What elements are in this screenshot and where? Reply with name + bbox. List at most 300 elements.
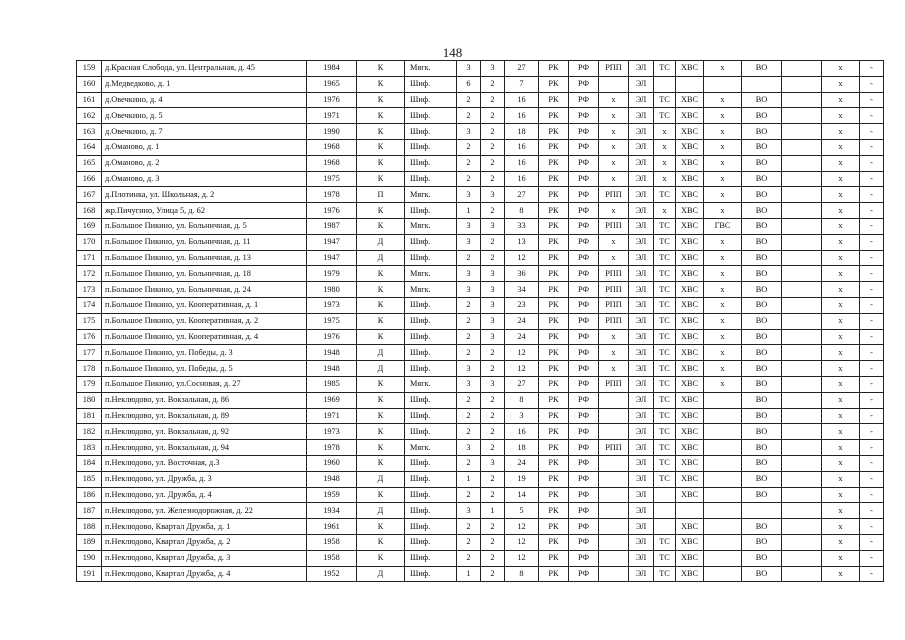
col-vo-cell: ВО xyxy=(742,297,782,313)
col-hvs-cell: ХВС xyxy=(676,139,704,155)
entrances-cell: 2 xyxy=(481,124,505,140)
col-gvs-cell: х xyxy=(704,171,742,187)
wall-material-cell: Д xyxy=(357,471,405,487)
col-extra-cell xyxy=(782,424,822,440)
col-rf-cell: РФ xyxy=(569,345,599,361)
entrances-cell: 2 xyxy=(481,471,505,487)
year-built-cell: 1934 xyxy=(307,503,357,519)
table-row xyxy=(77,519,884,535)
col-extra-cell xyxy=(782,139,822,155)
address-cell: п.Большое Пикино, ул. Кооперативная, д. 4 xyxy=(102,329,307,345)
col-ts-cell xyxy=(654,487,676,503)
col-extra-cell xyxy=(782,345,822,361)
wall-material-cell: К xyxy=(357,408,405,424)
col-extra-cell xyxy=(782,566,822,582)
col-ts-cell: ТС xyxy=(654,471,676,487)
apartments-cell: 36 xyxy=(505,266,539,282)
floors-cell: 3 xyxy=(457,503,481,519)
col-extra-cell xyxy=(782,203,822,219)
col-ts-cell: х xyxy=(654,203,676,219)
col-extra-cell xyxy=(782,124,822,140)
col-hvs-cell: ХВС xyxy=(676,61,704,77)
col-x-cell: х xyxy=(822,187,860,203)
table-row xyxy=(77,124,884,140)
address-cell: п.Неклюдово, ул. Дружба, д. 4 xyxy=(102,487,307,503)
col-ts-cell: ТС xyxy=(654,313,676,329)
roof-type-cell: Шиф. xyxy=(405,424,457,440)
address-cell: п.Большое Пикино, ул.Сосновая, д. 27 xyxy=(102,376,307,392)
col-vo-cell: ВО xyxy=(742,155,782,171)
col-rf-cell: РФ xyxy=(569,471,599,487)
address-cell: п.Большое Пикино, ул. Победы, д. 3 xyxy=(102,345,307,361)
roof-type-cell: Шиф. xyxy=(405,203,457,219)
col-gvs-cell: х xyxy=(704,203,742,219)
roof-type-cell: Шиф. xyxy=(405,329,457,345)
col-rk-cell: РК xyxy=(539,471,569,487)
year-built-cell: 1976 xyxy=(307,92,357,108)
col-el-cell: ЭЛ xyxy=(629,408,654,424)
col-el-cell: ЭЛ xyxy=(629,376,654,392)
col-rf-cell: РФ xyxy=(569,550,599,566)
col-hvs-cell: ХВС xyxy=(676,550,704,566)
col-vo-cell: ВО xyxy=(742,487,782,503)
col-el-cell: ЭЛ xyxy=(629,234,654,250)
row-number-cell: 176 xyxy=(77,329,102,345)
col-rpp-cell xyxy=(599,424,629,440)
roof-type-cell: Шиф. xyxy=(405,108,457,124)
col-rf-cell: РФ xyxy=(569,424,599,440)
col-dash-cell: - xyxy=(860,329,884,345)
table-row xyxy=(77,313,884,329)
year-built-cell: 1948 xyxy=(307,361,357,377)
table-row xyxy=(77,487,884,503)
col-rk-cell: РК xyxy=(539,313,569,329)
col-dash-cell: - xyxy=(860,203,884,219)
col-x-cell: х xyxy=(822,361,860,377)
col-hvs-cell: ХВС xyxy=(676,250,704,266)
floors-cell: 2 xyxy=(457,487,481,503)
floors-cell: 3 xyxy=(457,440,481,456)
row-number-cell: 184 xyxy=(77,455,102,471)
row-number-cell: 178 xyxy=(77,361,102,377)
roof-type-cell: Шиф. xyxy=(405,92,457,108)
wall-material-cell: К xyxy=(357,392,405,408)
col-rpp-cell xyxy=(599,566,629,582)
floors-cell: 2 xyxy=(457,92,481,108)
year-built-cell: 1968 xyxy=(307,139,357,155)
col-extra-cell xyxy=(782,234,822,250)
col-dash-cell: - xyxy=(860,92,884,108)
col-rpp-cell: х xyxy=(599,203,629,219)
col-el-cell: ЭЛ xyxy=(629,297,654,313)
apartments-cell: 27 xyxy=(505,187,539,203)
year-built-cell: 1947 xyxy=(307,250,357,266)
entrances-cell: 2 xyxy=(481,203,505,219)
col-rf-cell: РФ xyxy=(569,139,599,155)
col-ts-cell: ТС xyxy=(654,392,676,408)
col-rpp-cell xyxy=(599,455,629,471)
col-rk-cell: РК xyxy=(539,376,569,392)
col-ts-cell: ТС xyxy=(654,282,676,298)
row-number-cell: 161 xyxy=(77,92,102,108)
col-vo-cell: ВО xyxy=(742,313,782,329)
address-cell: п.Неклюдово, ул. Восточная, д.3 xyxy=(102,455,307,471)
address-cell: п.Большое Пикино, ул. Кооперативная, д. 1 xyxy=(102,297,307,313)
col-dash-cell: - xyxy=(860,424,884,440)
table-row xyxy=(77,534,884,550)
col-rk-cell: РК xyxy=(539,345,569,361)
col-extra-cell xyxy=(782,408,822,424)
col-ts-cell: ТС xyxy=(654,424,676,440)
col-rpp-cell: х xyxy=(599,250,629,266)
col-dash-cell: - xyxy=(860,250,884,266)
floors-cell: 2 xyxy=(457,297,481,313)
col-ts-cell: ТС xyxy=(654,408,676,424)
entrances-cell: 2 xyxy=(481,155,505,171)
col-el-cell: ЭЛ xyxy=(629,487,654,503)
col-gvs-cell: х xyxy=(704,329,742,345)
col-dash-cell: - xyxy=(860,187,884,203)
floors-cell: 2 xyxy=(457,155,481,171)
row-number-cell: 187 xyxy=(77,503,102,519)
col-el-cell: ЭЛ xyxy=(629,313,654,329)
entrances-cell: 2 xyxy=(481,534,505,550)
apartments-cell: 12 xyxy=(505,519,539,535)
apartments-cell: 16 xyxy=(505,139,539,155)
col-x-cell: х xyxy=(822,61,860,77)
row-number-cell: 189 xyxy=(77,534,102,550)
col-rk-cell: РК xyxy=(539,487,569,503)
col-rk-cell: РК xyxy=(539,440,569,456)
col-extra-cell xyxy=(782,282,822,298)
year-built-cell: 1990 xyxy=(307,124,357,140)
col-dash-cell: - xyxy=(860,376,884,392)
col-ts-cell: ТС xyxy=(654,250,676,266)
col-el-cell: ЭЛ xyxy=(629,471,654,487)
col-dash-cell: - xyxy=(860,218,884,234)
floors-cell: 2 xyxy=(457,550,481,566)
floors-cell: 3 xyxy=(457,61,481,77)
address-cell: д.Овечкино, д. 7 xyxy=(102,124,307,140)
col-extra-cell xyxy=(782,313,822,329)
col-dash-cell: - xyxy=(860,61,884,77)
wall-material-cell: Д xyxy=(357,250,405,266)
col-rpp-cell: РПП xyxy=(599,376,629,392)
col-dash-cell: - xyxy=(860,487,884,503)
col-extra-cell xyxy=(782,519,822,535)
col-extra-cell xyxy=(782,218,822,234)
col-vo-cell: ВО xyxy=(742,440,782,456)
col-rk-cell: РК xyxy=(539,392,569,408)
entrances-cell: 2 xyxy=(481,171,505,187)
col-rpp-cell: х xyxy=(599,234,629,250)
col-rk-cell: РК xyxy=(539,76,569,92)
table-row xyxy=(77,203,884,219)
col-extra-cell xyxy=(782,487,822,503)
row-number-cell: 190 xyxy=(77,550,102,566)
col-vo-cell: ВО xyxy=(742,534,782,550)
row-number-cell: 169 xyxy=(77,218,102,234)
col-rk-cell: РК xyxy=(539,61,569,77)
col-extra-cell xyxy=(782,297,822,313)
col-extra-cell xyxy=(782,440,822,456)
address-cell: п.Большое Пикино, ул. Больничная, д. 24 xyxy=(102,282,307,298)
col-rf-cell: РФ xyxy=(569,329,599,345)
wall-material-cell: К xyxy=(357,61,405,77)
address-cell: п.Большое Пикино, ул. Кооперативная, д. 2 xyxy=(102,313,307,329)
roof-type-cell: Мягк. xyxy=(405,218,457,234)
table-row xyxy=(77,361,884,377)
col-hvs-cell: ХВС xyxy=(676,313,704,329)
floors-cell: 2 xyxy=(457,534,481,550)
address-cell: п.Неклюдово, Квартал Дружба, д. 1 xyxy=(102,519,307,535)
apartments-cell: 8 xyxy=(505,203,539,219)
roof-type-cell: Мягк. xyxy=(405,61,457,77)
col-hvs-cell: ХВС xyxy=(676,361,704,377)
col-rf-cell: РФ xyxy=(569,376,599,392)
row-number-cell: 175 xyxy=(77,313,102,329)
address-cell: п.Неклюдово, ул. Вокзальная, д. 86 xyxy=(102,392,307,408)
col-ts-cell: ТС xyxy=(654,345,676,361)
col-hvs-cell: ХВС xyxy=(676,187,704,203)
col-rf-cell: РФ xyxy=(569,76,599,92)
entrances-cell: 3 xyxy=(481,329,505,345)
address-cell: д.Медведково, д. 1 xyxy=(102,76,307,92)
col-ts-cell: ТС xyxy=(654,108,676,124)
col-vo-cell: ВО xyxy=(742,566,782,582)
year-built-cell: 1948 xyxy=(307,471,357,487)
entrances-cell: 3 xyxy=(481,282,505,298)
col-ts-cell xyxy=(654,503,676,519)
col-el-cell: ЭЛ xyxy=(629,250,654,266)
col-ts-cell: ТС xyxy=(654,266,676,282)
row-number-cell: 188 xyxy=(77,519,102,535)
col-vo-cell: ВО xyxy=(742,392,782,408)
col-rk-cell: РК xyxy=(539,282,569,298)
col-hvs-cell xyxy=(676,76,704,92)
col-extra-cell xyxy=(782,266,822,282)
row-number-cell: 186 xyxy=(77,487,102,503)
entrances-cell: 2 xyxy=(481,392,505,408)
col-ts-cell: ТС xyxy=(654,297,676,313)
address-cell: п.Неклюдово, Квартал Дружба, д. 4 xyxy=(102,566,307,582)
col-ts-cell: ТС xyxy=(654,218,676,234)
col-rk-cell: РК xyxy=(539,297,569,313)
entrances-cell: 2 xyxy=(481,76,505,92)
col-rf-cell: РФ xyxy=(569,124,599,140)
entrances-cell: 2 xyxy=(481,108,505,124)
col-el-cell: ЭЛ xyxy=(629,61,654,77)
entrances-cell: 3 xyxy=(481,313,505,329)
col-hvs-cell xyxy=(676,503,704,519)
table-body xyxy=(77,61,884,582)
col-vo-cell: ВО xyxy=(742,550,782,566)
col-gvs-cell: х xyxy=(704,345,742,361)
col-dash-cell: - xyxy=(860,108,884,124)
col-rpp-cell: РПП xyxy=(599,218,629,234)
col-hvs-cell: ХВС xyxy=(676,376,704,392)
col-vo-cell: ВО xyxy=(742,61,782,77)
col-ts-cell: ТС xyxy=(654,361,676,377)
col-dash-cell: - xyxy=(860,266,884,282)
col-rk-cell: РК xyxy=(539,92,569,108)
address-cell: п.Неклюдово, ул. Дружба, д. 3 xyxy=(102,471,307,487)
col-hvs-cell: ХВС xyxy=(676,155,704,171)
col-rpp-cell: х xyxy=(599,361,629,377)
col-x-cell: х xyxy=(822,218,860,234)
roof-type-cell: Шиф. xyxy=(405,408,457,424)
col-hvs-cell: ХВС xyxy=(676,234,704,250)
apartments-cell: 12 xyxy=(505,345,539,361)
apartments-cell: 8 xyxy=(505,566,539,582)
entrances-cell: 3 xyxy=(481,218,505,234)
col-hvs-cell: ХВС xyxy=(676,424,704,440)
col-x-cell: х xyxy=(822,155,860,171)
entrances-cell: 2 xyxy=(481,234,505,250)
entrances-cell: 2 xyxy=(481,361,505,377)
table-row xyxy=(77,76,884,92)
apartments-cell: 13 xyxy=(505,234,539,250)
col-extra-cell xyxy=(782,250,822,266)
apartments-cell: 12 xyxy=(505,250,539,266)
col-rpp-cell xyxy=(599,392,629,408)
col-dash-cell: - xyxy=(860,408,884,424)
floors-cell: 3 xyxy=(457,234,481,250)
wall-material-cell: К xyxy=(357,487,405,503)
col-dash-cell: - xyxy=(860,313,884,329)
floors-cell: 2 xyxy=(457,345,481,361)
col-rpp-cell: х xyxy=(599,171,629,187)
col-vo-cell: ВО xyxy=(742,329,782,345)
col-dash-cell: - xyxy=(860,234,884,250)
table-row xyxy=(77,297,884,313)
col-rf-cell: РФ xyxy=(569,92,599,108)
row-number-cell: 181 xyxy=(77,408,102,424)
col-rpp-cell: х xyxy=(599,345,629,361)
table-row xyxy=(77,108,884,124)
col-rk-cell: РК xyxy=(539,234,569,250)
year-built-cell: 1987 xyxy=(307,218,357,234)
col-el-cell: ЭЛ xyxy=(629,519,654,535)
col-el-cell: ЭЛ xyxy=(629,566,654,582)
col-rf-cell: РФ xyxy=(569,155,599,171)
col-gvs-cell: х xyxy=(704,124,742,140)
row-number-cell: 171 xyxy=(77,250,102,266)
address-cell: п.Большое Пикино, ул. Больничная, д. 11 xyxy=(102,234,307,250)
col-rpp-cell: х xyxy=(599,108,629,124)
roof-type-cell: Шиф. xyxy=(405,139,457,155)
wall-material-cell: Д xyxy=(357,345,405,361)
col-dash-cell: - xyxy=(860,534,884,550)
floors-cell: 1 xyxy=(457,566,481,582)
col-gvs-cell xyxy=(704,455,742,471)
year-built-cell: 1965 xyxy=(307,76,357,92)
col-rpp-cell: х xyxy=(599,92,629,108)
row-number-cell: 173 xyxy=(77,282,102,298)
address-cell: п.Большое Пикино, ул. Больничная, д. 5 xyxy=(102,218,307,234)
address-cell: д.Красная Слобода, ул. Центральная, д. 45 xyxy=(102,61,307,77)
col-rpp-cell xyxy=(599,471,629,487)
col-hvs-cell: ХВС xyxy=(676,345,704,361)
col-vo-cell xyxy=(742,76,782,92)
apartments-cell: 16 xyxy=(505,424,539,440)
roof-type-cell: Шиф. xyxy=(405,361,457,377)
col-dash-cell: - xyxy=(860,171,884,187)
col-rf-cell: РФ xyxy=(569,361,599,377)
row-number-cell: 179 xyxy=(77,376,102,392)
col-rk-cell: РК xyxy=(539,203,569,219)
col-x-cell: х xyxy=(822,376,860,392)
row-number-cell: 168 xyxy=(77,203,102,219)
entrances-cell: 2 xyxy=(481,250,505,266)
col-rk-cell: РК xyxy=(539,139,569,155)
col-rf-cell: РФ xyxy=(569,203,599,219)
col-x-cell: х xyxy=(822,171,860,187)
roof-type-cell: Шиф. xyxy=(405,487,457,503)
col-rk-cell: РК xyxy=(539,424,569,440)
col-rpp-cell xyxy=(599,408,629,424)
col-hvs-cell: ХВС xyxy=(676,455,704,471)
table-row xyxy=(77,471,884,487)
year-built-cell: 1980 xyxy=(307,282,357,298)
floors-cell: 2 xyxy=(457,139,481,155)
roof-type-cell: Шиф. xyxy=(405,313,457,329)
col-dash-cell: - xyxy=(860,124,884,140)
roof-type-cell: Шиф. xyxy=(405,455,457,471)
col-vo-cell: ВО xyxy=(742,424,782,440)
col-x-cell: х xyxy=(822,203,860,219)
row-number-cell: 183 xyxy=(77,440,102,456)
year-built-cell: 1947 xyxy=(307,234,357,250)
entrances-cell: 2 xyxy=(481,92,505,108)
col-x-cell: х xyxy=(822,313,860,329)
col-gvs-cell: х xyxy=(704,155,742,171)
apartments-cell: 16 xyxy=(505,92,539,108)
col-el-cell: ЭЛ xyxy=(629,392,654,408)
table-row xyxy=(77,171,884,187)
wall-material-cell: К xyxy=(357,534,405,550)
table-row xyxy=(77,550,884,566)
col-dash-cell: - xyxy=(860,519,884,535)
floors-cell: 1 xyxy=(457,203,481,219)
year-built-cell: 1978 xyxy=(307,440,357,456)
wall-material-cell: Д xyxy=(357,503,405,519)
col-rf-cell: РФ xyxy=(569,187,599,203)
col-vo-cell: ВО xyxy=(742,124,782,140)
col-dash-cell: - xyxy=(860,392,884,408)
col-gvs-cell: х xyxy=(704,297,742,313)
col-ts-cell: х xyxy=(654,171,676,187)
col-gvs-cell xyxy=(704,487,742,503)
col-vo-cell xyxy=(742,503,782,519)
col-rf-cell: РФ xyxy=(569,108,599,124)
col-rpp-cell: РПП xyxy=(599,297,629,313)
col-extra-cell xyxy=(782,392,822,408)
table-row xyxy=(77,503,884,519)
col-dash-cell: - xyxy=(860,361,884,377)
col-el-cell: ЭЛ xyxy=(629,550,654,566)
row-number-cell: 162 xyxy=(77,108,102,124)
row-number-cell: 167 xyxy=(77,187,102,203)
floors-cell: 3 xyxy=(457,218,481,234)
col-rf-cell: РФ xyxy=(569,171,599,187)
apartments-cell: 3 xyxy=(505,408,539,424)
col-rf-cell: РФ xyxy=(569,503,599,519)
apartments-cell: 23 xyxy=(505,297,539,313)
wall-material-cell: К xyxy=(357,171,405,187)
roof-type-cell: Шиф. xyxy=(405,503,457,519)
table-row xyxy=(77,282,884,298)
